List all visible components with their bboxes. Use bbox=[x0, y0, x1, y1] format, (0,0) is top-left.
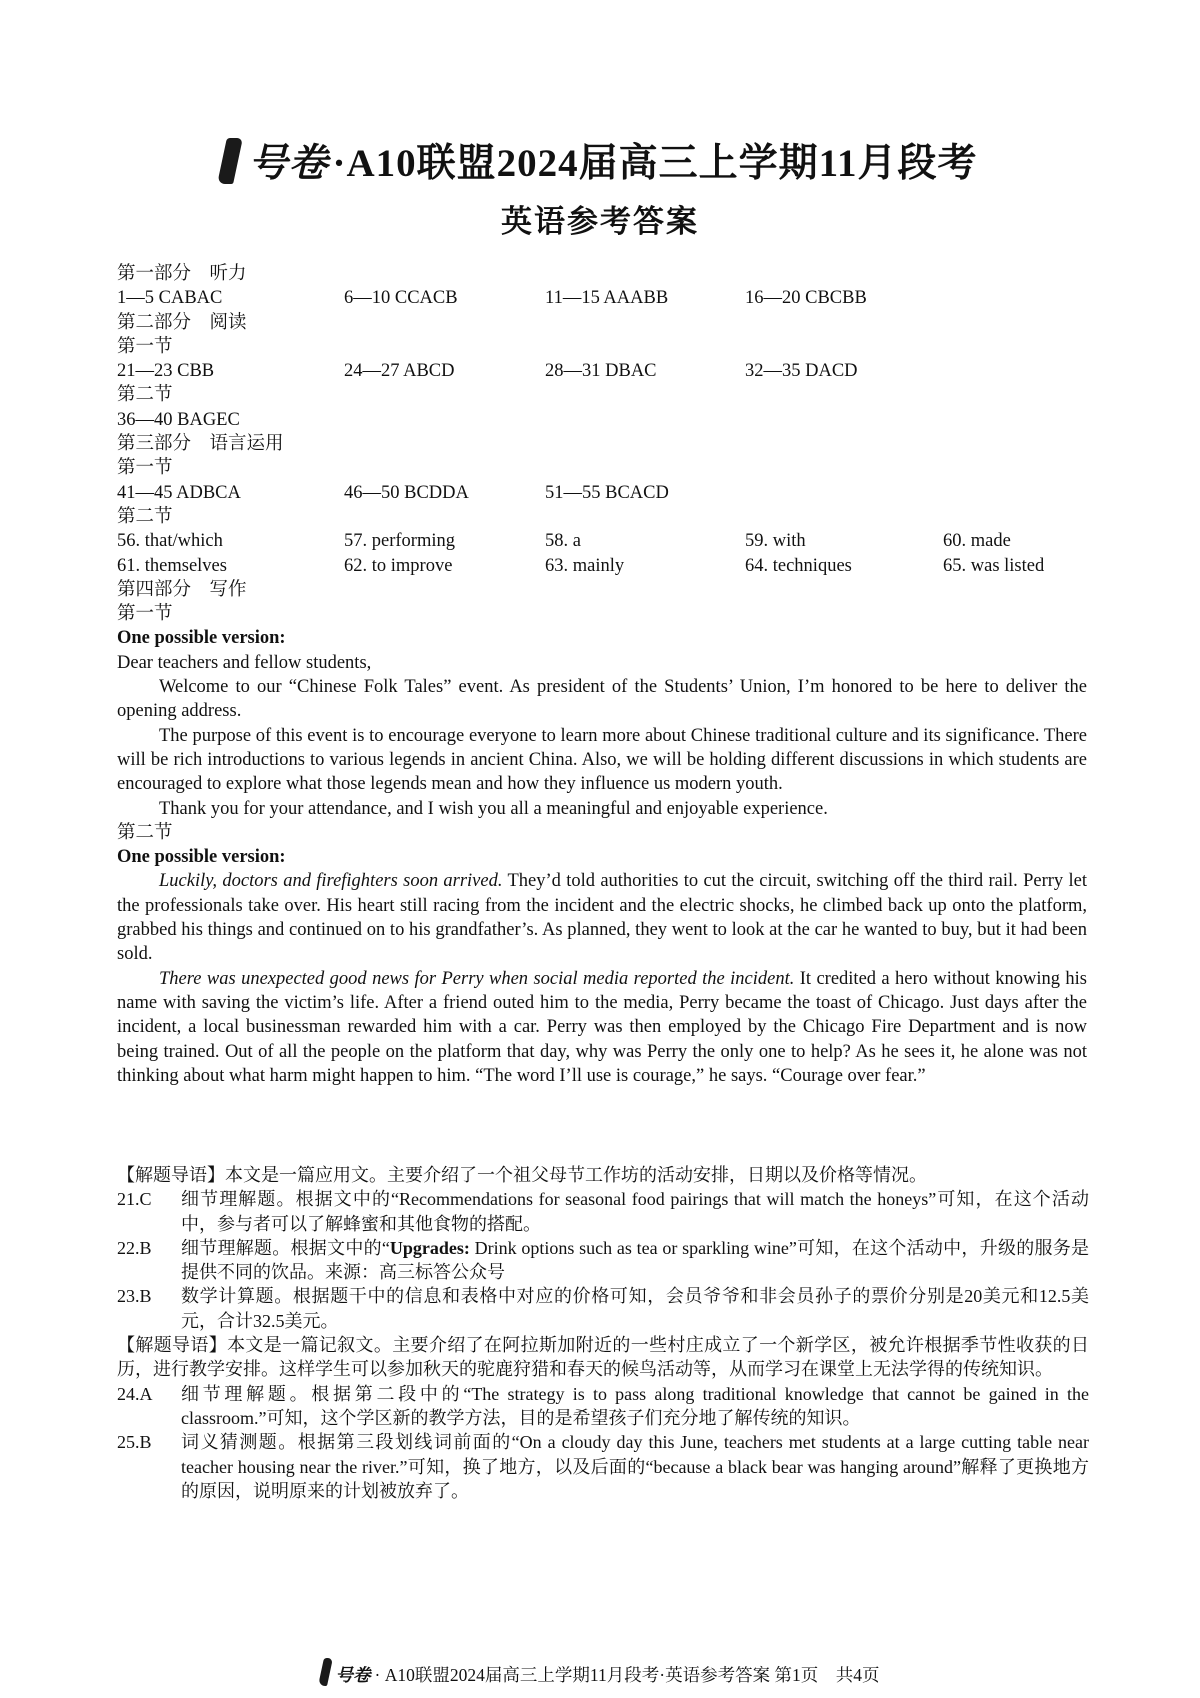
brand-logo-text: 号卷 bbox=[248, 142, 329, 185]
part2-section2-heading: 第二节 bbox=[117, 385, 173, 406]
item-text: 细节理解题。根据文中的“Recommendations for seasonal food pairings that will match the honeys”可知，在这个活动中，参与者可以了解蜂蜜和其他食物的搭配。 bbox=[181, 1189, 1089, 1234]
part3-section1-answers bbox=[117, 481, 1087, 505]
answer-group: 1—5 CABAC bbox=[117, 288, 223, 309]
part2-section1-heading: 第一节 bbox=[117, 336, 173, 357]
essay-paragraph: Welcome to our “Chinese Folk Tales” event. As president of the Students’ Union, I’m honored to be here to deliver the opening address. bbox=[117, 677, 1087, 722]
answer-group: 21—23 CBB bbox=[117, 361, 215, 382]
fill-answer: 60. made bbox=[943, 531, 1011, 552]
fill-answer: 56. that/which bbox=[117, 531, 223, 552]
explanation-item bbox=[117, 1430, 1089, 1503]
footer-text: · A10联盟2024届高三上学期11月段考·英语参考答案 第1页 共4页 bbox=[374, 1665, 880, 1685]
answer-group: 6—10 CCACB bbox=[344, 288, 458, 309]
fill-answer: 61. themselves bbox=[117, 555, 227, 576]
document-subtitle: 英语参考答案 bbox=[501, 204, 699, 239]
essay-paragraph: The purpose of this event is to encourage everyone to learn more about Chinese traditional culture and its significance. There will be rich introductions to various legends in ancient China. Also, we will be holding different discussions in which students are encouraged to explore what those legends mean and how they influence us modern youth. bbox=[117, 725, 1087, 795]
explanations bbox=[117, 1163, 1089, 1503]
part3-section2-row1 bbox=[117, 529, 1087, 553]
story-paragraph bbox=[117, 967, 1087, 1088]
document-header bbox=[0, 132, 1200, 241]
fill-answer: 63. mainly bbox=[545, 555, 625, 576]
item-number: 24.A bbox=[117, 1383, 153, 1404]
answer-group: 41—45 ADBCA bbox=[117, 482, 241, 503]
footer-logo-icon bbox=[318, 1658, 333, 1686]
fill-answer: 57. performing bbox=[344, 531, 455, 552]
guide-note: 【解题导语】本文是一篇记叙文。主要介绍了在阿拉斯加附近的一些村庄成立了一个新学区，被允许根据季节性收获的日历，进行教学安排。这样学生可以参加秋天的驼鹿狩猎和春天的候鸟活动等，从而学习在课堂上无法学得的传统知识。 bbox=[117, 1335, 1089, 1380]
part4-heading: 第四部分 写作 bbox=[117, 579, 247, 600]
answer-group: 36—40 BAGEC bbox=[117, 409, 240, 430]
answer-group: 16—20 CBCBB bbox=[745, 288, 867, 309]
story-text: It credited a hero without knowing his name with saving the victim’s life. After a friend outed him to the media, Perry became the toast of Chicago. Just days after the incident, a local businessman rewarded him with a car. Perry was then employed by the Chicago Fire Department and is now being trained. Out of all the people on the platform that day, why was Perry the only one to help? As he sees it, he alone was not thinking about what harm might happen to him. “The word I’ll use is courage,” he says. “Courage over fear.” bbox=[117, 968, 1088, 1086]
essay-paragraph: Thank you for your attendance, and I wish you all a meaningful and enjoyable experience. bbox=[159, 798, 828, 819]
brand-logo-icon bbox=[218, 138, 244, 184]
fill-answer: 62. to improve bbox=[344, 555, 453, 576]
answer-group: 51—55 BCACD bbox=[545, 482, 669, 503]
explanation-item bbox=[117, 1382, 1089, 1431]
part3-section1-heading: 第一节 bbox=[117, 458, 173, 479]
item-number: 23.B bbox=[117, 1286, 152, 1307]
version-label: One possible version: bbox=[117, 628, 286, 649]
item-number: 22.B bbox=[117, 1237, 152, 1258]
part3-heading: 第三部分 语言运用 bbox=[117, 434, 284, 455]
fill-answer: 59. with bbox=[745, 531, 806, 552]
item-number: 21.C bbox=[117, 1189, 152, 1210]
answer-group: 32—35 DACD bbox=[745, 361, 858, 382]
fill-answer: 64. techniques bbox=[745, 555, 852, 576]
guide-note: 【解题导语】本文是一篇应用文。主要介绍了一个祖父母节工作坊的活动安排，日期以及价格等情况。 bbox=[117, 1165, 927, 1185]
explanation-item bbox=[117, 1236, 1089, 1285]
fill-answer: 65. was listed bbox=[943, 555, 1045, 576]
item-text: 细节理解题。根据文中的“ bbox=[181, 1237, 390, 1258]
explanation-item bbox=[117, 1284, 1089, 1333]
part4-section2-heading: 第二节 bbox=[117, 822, 173, 843]
page-footer bbox=[0, 1658, 1200, 1687]
version-label: One possible version: bbox=[117, 847, 286, 868]
footer-logo-text: 号卷 bbox=[335, 1665, 371, 1685]
item-number: 25.B bbox=[117, 1432, 152, 1453]
item-text: 词义猜测题。根据第三段划线词前面的“On a cloudy day this June, teachers met students at a large cutting table near teacher housing near the river.”可知，换了地方，以及后面的“because a black bear was hanging around”解释了更换地方的原因，说明原来的计划被放弃了。 bbox=[181, 1432, 1089, 1501]
part3-section2-row2 bbox=[117, 554, 1087, 578]
part1-heading: 第一部分 听力 bbox=[117, 264, 247, 284]
answer-group: 24—27 ABCD bbox=[344, 361, 455, 382]
title-text: ·A10联盟2024届高三上学期11月段考 bbox=[332, 142, 978, 185]
answer-content bbox=[117, 262, 1087, 1088]
answer-group: 28—31 DBAC bbox=[545, 361, 657, 382]
item-text-bold: Upgrades: bbox=[389, 1237, 470, 1258]
document-title bbox=[0, 132, 1200, 188]
story-lead-sentence: There was unexpected good news for Perry when social media reported the incident. bbox=[159, 968, 795, 989]
answer-group: 11—15 AAABB bbox=[545, 288, 669, 309]
letter-salutation: Dear teachers and fellow students, bbox=[117, 652, 372, 673]
story-text: They’d told authorities to cut the circuit, switching off the third rail. Perry let the professionals take over. His heart still racing from the incident and the electric shocks, he climbed back up onto the platform, grabbed his things and continued on to his grandfather’s. As planned, they went to look at the car he wanted to buy, but it had been sold. bbox=[117, 871, 1087, 965]
part3-section2-heading: 第二节 bbox=[117, 506, 173, 527]
part2-section2-answers bbox=[117, 408, 1087, 432]
item-text: 细节理解题。根据第二段中的“The strategy is to pass along traditional knowledge that cannot be gained in the classroom.”可知，这个学区新的教学方法，目的是希望孩子们充分地了解传统的知识。 bbox=[181, 1383, 1089, 1428]
explanation-item bbox=[117, 1187, 1089, 1236]
item-text: 数学计算题。根据题干中的信息和表格中对应的价格可知，会员爷爷和非会员孙子的票价分别是20美元和12.5美元，合计32.5美元。 bbox=[181, 1286, 1089, 1331]
fill-answer: 58. a bbox=[545, 531, 581, 552]
story-lead-sentence: Luckily, doctors and firefighters soon arrived. bbox=[159, 871, 503, 892]
answer-group: 46—50 BCDDA bbox=[344, 482, 469, 503]
part2-section1-answers bbox=[117, 359, 1087, 383]
part2-heading: 第二部分 阅读 bbox=[117, 312, 247, 333]
part4-section1-heading: 第一节 bbox=[117, 604, 173, 625]
item-text: Drink options such as tea or sparkling wine”可知，在这个活动中，升级的服务是提供不同的饮品。来源：高三标答公众号 bbox=[181, 1237, 1089, 1283]
story-paragraph bbox=[117, 869, 1087, 966]
part1-answers bbox=[117, 286, 1087, 310]
